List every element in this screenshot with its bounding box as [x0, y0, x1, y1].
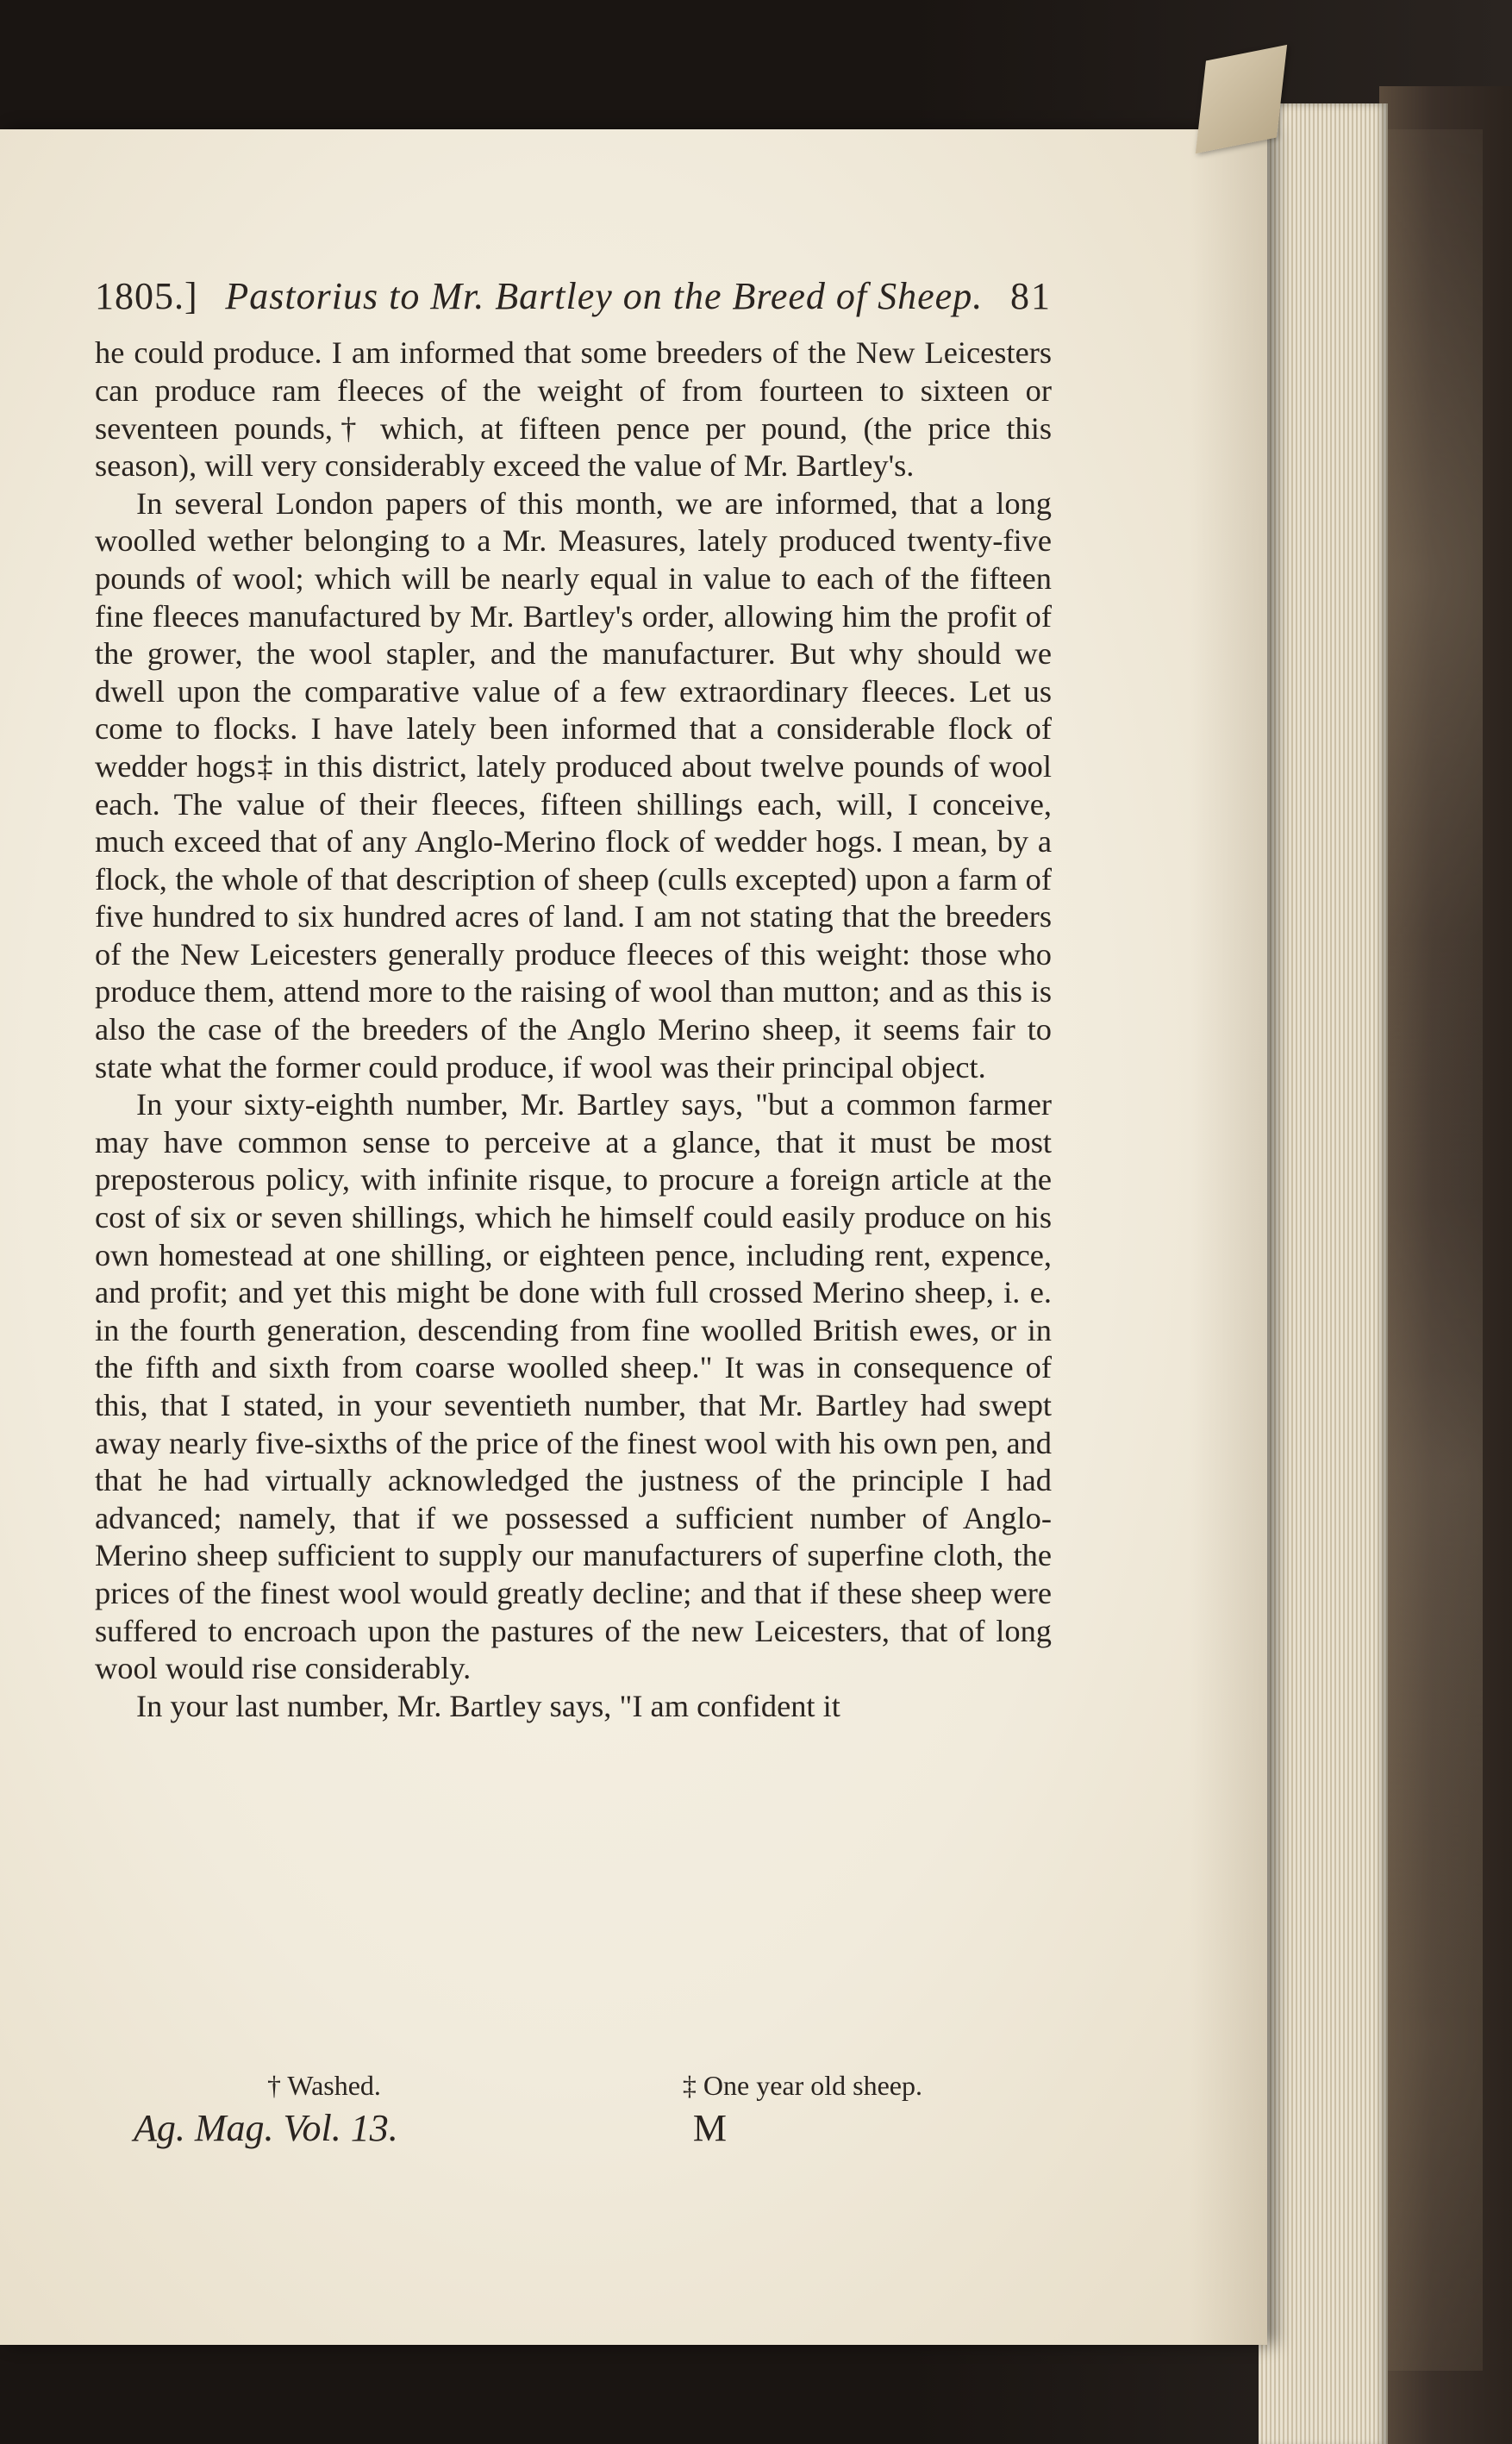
footnote-double-dagger: ‡ One year old sheep. [682, 2070, 922, 2101]
footnotes [267, 2069, 922, 2102]
header-year: 1805.] [95, 275, 198, 317]
paragraph-2: In several London papers of this month, we are informed, that a long woolled wether belonging to a Mr. Measures, lately produced twenty-five pounds of wool; which will be nearly equal in value to each of the fifteen fine fleeces manufactured by Mr. Bartley's order, allowing him the profit of the grower, the wool stapler, and the manufacturer. But why should we dwell upon the comparative value of a few extraordinary fleeces. Let us come to flocks. I have lately been informed that a considerable flock of wedder hogs‡ in this district, lately produced about twelve pounds of wool each. The value of their fleeces, fifteen shillings each, will, I conceive, much exceed that of any Anglo-Merino flock of wedder hogs. I mean, by a flock, the whole of that description of sheep (culls excepted) upon a farm of five hundred to six hundred acres of land. I am not stating that the breeders of the New Leicesters generally produce fleeces of this weight: those who produce them, attend more to the raising of wool than mutton; and as this is also the case of the breeders of the Anglo Merino sheep, it seems fair to state what the former could produce, if wool was their principal object. [95, 485, 1052, 1084]
running-header [95, 276, 1052, 317]
page-number: 81 [1010, 275, 1052, 317]
page-signature [134, 2108, 996, 2149]
paragraph-1: he could produce. I am informed that some breeders of the New Leicesters can produce ram fleeces of the weight of from fourteen to sixteen or seventeen pounds,† which, at fifteen pence per pound, (the price this season), will very considerably exceed the value of Mr. Bartley's. [95, 335, 1052, 484]
page-stack-edge [1259, 103, 1388, 2444]
page-corner-fold [1196, 45, 1287, 153]
page-text-block [95, 276, 1052, 1725]
journal-signature: Ag. Mag. Vol. 13. [134, 2107, 398, 2149]
book-cover-edge [1379, 86, 1512, 2444]
signature-mark: M [692, 2107, 728, 2149]
main-text [95, 334, 1052, 1725]
paragraph-3: In your sixty-eighth number, Mr. Bartley says, "but a common farmer may have common sense to perceive at a glance, that it must be most preposterous policy, with infinite risque, to procure a foreign article at the cost of six or seven shillings, which he himself could easily produce on his own homestead at one shilling, or eighteen pence, including rent, expence, and profit; and yet this might be done with full crossed Merino sheep, i. e. in the fourth generation, descending from fine woolled British ewes, or in the fifth and sixth from coarse woolled sheep." It was in consequence of this, that I stated, in your seventieth number, that Mr. Bartley had swept away nearly five-sixths of the price of the finest wool with his own pen, and that he had virtually acknowledged the justness of the principle I had advanced; namely, that if we possessed a sufficient number of Anglo-Merino sheep sufficient to supply our manufacturers of superfine cloth, the prices of the finest wool would greatly decline; and that if these sheep were suffered to encroach upon the pastures of the new Leicesters, that of long wool would rise considerably. [95, 1087, 1052, 1686]
footnote-dagger: † Washed. [267, 2070, 381, 2101]
header-title: Pastorius to Mr. Bartley on the Breed of Sheep. [225, 275, 984, 317]
paragraph-4: In your last number, Mr. Bartley says, "I am confident it [136, 1688, 840, 1723]
